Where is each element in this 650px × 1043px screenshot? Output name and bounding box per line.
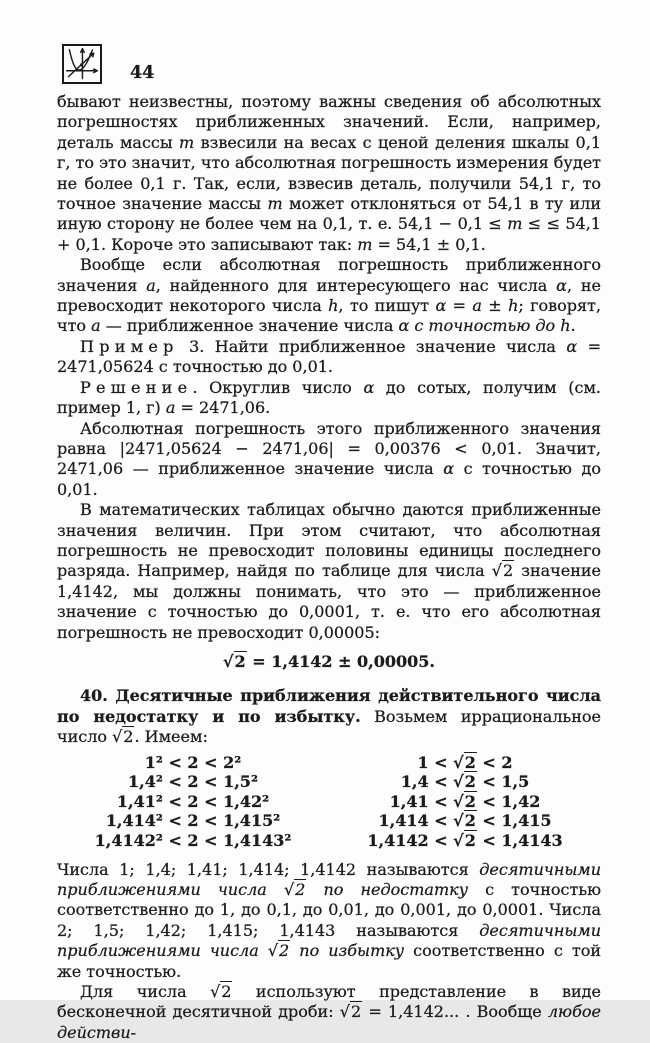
inequality-row: 1,4 < √2 < 1,5 (400, 772, 530, 792)
paragraph-math-tables: В математических таблицах обычно даются приближенные значения величин. При этом считают, что абсолютная погрешность не превосходит половины единицы последнего разряда. Например, найдя по таблице для числа √2 значение 1,4142, мы должны понимать, что это — приближенное значение с точностью до 0,0001, т. е. что его абсолютная погрешность не превосходит 0,00005: (57, 500, 602, 642)
paragraph-deficiency-excess: Числа 1; 1,4; 1,41; 1,414; 1,4142 называются десятичными приближениями числа √2 по недостатку с точностью соответственно до 1, до 0,1, до 0,01, до 0,001, до 0,0001. Числа 2; 1,5; 1,42; 1,415; 1,4143 называются десятичными приближениями числа √2 по избытку соответственно с той же точностью. (57, 859, 602, 981)
inequality-column-squares (57, 753, 329, 851)
inequality-row: 1 < √2 < 2 (417, 752, 513, 772)
page-number: 44 (130, 62, 155, 83)
paragraph-intro: бывают неизвестны, поэтому важны сведения об абсолютных погрешностях приближенных значений. Если, например, деталь массы m взвесили на весах с ценой деления шкалы 0,1 г, то это значит, что абсолютная погрешность измерения будет не более 0,1 г. Так, если, взвесив деталь, получили 54,1 г, то точное значение массы m может отклоняться от 54,1 в ту или иную сторону не более чем на 0,1, т. е. 54,1 − 0,1 ≤ m ≤ ≤ 54,1 + 0,1. Короче это записывают так: m = 54,1 ± 0,1. (57, 92, 602, 254)
inequality-column-roots (329, 753, 601, 851)
paragraph-infinite-decimal: Для числа √2 используют представление в виде бесконечной десятичной дроби: √2 = 1,4142... . Вообще любое действи- (57, 982, 602, 1042)
inequality-row: 1,414² < 2 < 1,415² (105, 811, 281, 831)
inequality-row: 1,414 < √2 < 1,415 (378, 811, 552, 831)
paragraph-absolute-error: Абсолютная погрешность этого приближенного значения равна |2471,05624 − 2471,06| = 0,00376 < 0,01. Значит, 2471,06 — приближенное значение числа α с точностью до 0,01. (57, 418, 601, 499)
section-40-heading: 40. Десятичные приближения действительного числа по недостатку и по избытку. Возьмем иррациональное число √2. Имеем: (57, 686, 601, 747)
paragraph-example-3: Пример 3. Найти приближенное значение числа α = 2471,05624 с точностью до 0,01. (57, 336, 601, 377)
inequality-row: 1,4142 < √2 < 1,4143 (367, 830, 563, 850)
inequality-columns (57, 753, 601, 851)
inequality-row: 1,4² < 2 < 1,5² (128, 772, 258, 792)
axes-curve-icon (62, 44, 102, 84)
page-content (57, 92, 601, 1043)
inequality-row: 1,4142² < 2 < 1,4143² (94, 830, 292, 850)
page-header (0, 0, 650, 84)
inequality-row: 1,41 < √2 < 1,42 (389, 791, 541, 811)
inequality-row: 1,41² < 2 < 1,42² (116, 791, 270, 811)
paragraph-general-rule: Вообще если абсолютная погрешность приближенного значения a, найденного для интересующего нас числа α, не превосходит некоторого числа h, то пишут α = a ± h; говорят, что a — приближенное значение числа α с точностью до h. (57, 255, 602, 336)
paragraph-solution: Решение. Округлив число α до сотых, получим (см. пример 1, г) a = 2471,06. (57, 377, 601, 418)
display-formula-sqrt2: √2 = 1,4142 ± 0,00005. (223, 651, 435, 671)
inequality-row: 1² < 2 < 2² (144, 752, 242, 772)
